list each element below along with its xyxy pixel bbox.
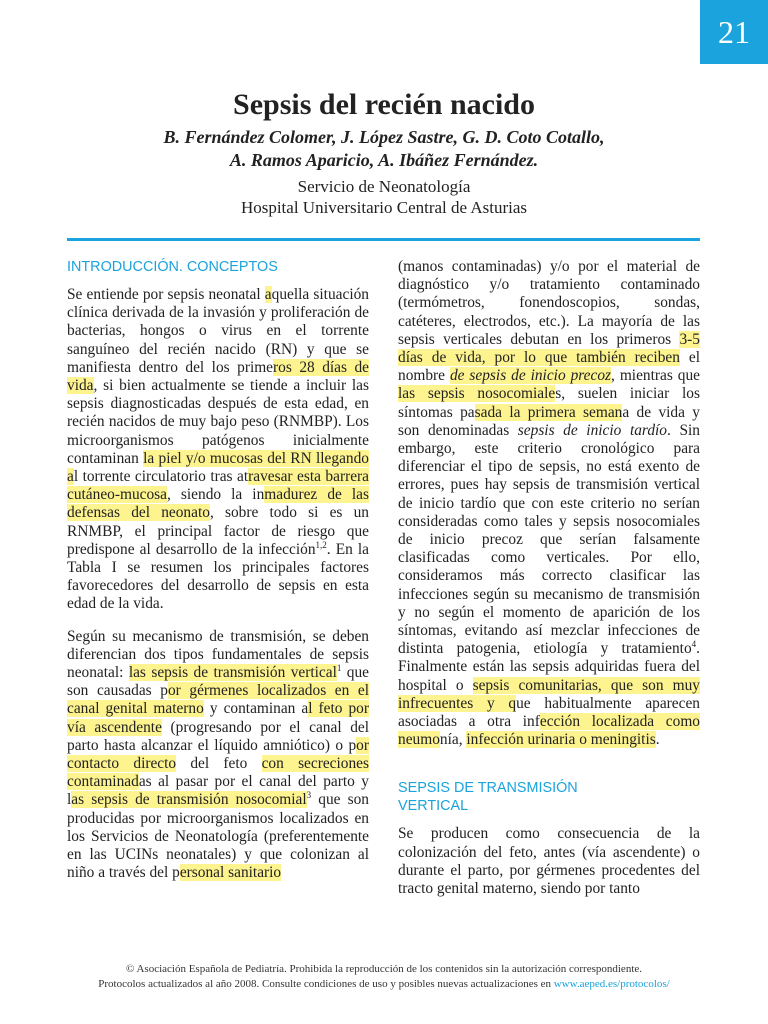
text-span: s, suelen iniciar los síntomas pa — [398, 385, 700, 421]
section-heading-transmision-vertical: SEPSIS DE TRANSMISIÓN VERTICAL — [398, 780, 578, 815]
footer-copyright: © Asociación Española de Pediatría. Prohibida la reproducción de los contenidos sin la autorización correspondiente. — [125, 963, 643, 975]
highlighted-text: de sepsis de inicio precoz — [449, 367, 612, 385]
highlighted-text: las sepsis nosocomiale — [398, 385, 556, 403]
affiliation — [60, 176, 708, 218]
text-span: . Sin embargo, este criterio cronológico para diferenciar el tipo de sepsis, no está exento de errores, pues hay sepsis de transmisión vertical de inicio tardío que con este criterio no serían consideradas como tales y sepsis nosocomiales de inicio precoz que serían falsamente clasificadas como verticales. Por ello, consideramos más correcto clasificar las infecciones según su mecanismo de transmisión y no según el momento de aparición de los síntomas, evitando así mezclar infecciones de distinta patogenia, etiología y tratamiento — [398, 421, 700, 658]
text-span: , sobre todo si es un RNMBP, el principal factor de riesgo que predispone al desarrollo de la infección — [67, 504, 369, 558]
highlighted-text: a — [264, 286, 272, 303]
text-span: que son producidas por microorganismos localizados en los Servicios de Neonatología (preferentemente en las UCINs neonatales) y que colonizan al niño a través del p — [67, 791, 369, 882]
footer-text: Protocolos actualizados al año 2008. Consulte condiciones de uso y posibles nuevas actualizaciones en — [98, 978, 554, 990]
highlighted-text: ección localizada como neumo — [398, 713, 700, 749]
citation-superscript: 3 — [306, 790, 312, 801]
paragraph-2 — [67, 628, 369, 883]
section-heading-introduccion: INTRODUCCIÓN. CONCEPTOS — [67, 259, 278, 275]
text-span: as al pasar por el canal del parto y l — [67, 773, 369, 809]
article-header — [60, 88, 708, 218]
text-span: l torrente circulatorio tras at — [73, 468, 249, 486]
highlighted-text: or contacto directo — [67, 736, 369, 773]
text-span: del feto — [176, 755, 262, 773]
right-column — [398, 258, 700, 912]
authors-line-1: B. Fernández Colomer, J. López Sastre, G. D. Coto Cotallo, — [163, 127, 605, 147]
text-span: , mientras que — [611, 367, 700, 385]
text-span: ue habitualmente aparecen asociadas a otra inf — [398, 694, 700, 731]
highlighted-text: 3-5 días de vida, por lo que también reciben — [398, 330, 700, 367]
left-column — [67, 258, 369, 897]
highlighted-text: sepsis comunitarias, que son muy infrecuentes y q — [398, 676, 700, 712]
affiliation-line-1: Servicio de Neonatología — [297, 177, 471, 196]
text-span: a de vida y son denominadas — [398, 403, 701, 439]
highlighted-text: ravesar esta barrera cutáneo-mucosa — [67, 468, 369, 504]
citation-superscript: 4 — [691, 639, 697, 650]
citation-superscript: 1,2 — [315, 539, 327, 550]
page-footer — [40, 962, 728, 992]
text-span: , si bien actualmente se tiende a incluir las sepsis diagnosticadas después de esta edad, en recién nacidos de muy bajo peso (RNMBP). Los microorganismos patógenos inicialmente contaminan — [67, 377, 369, 467]
highlighted-text: sada la primera seman — [474, 403, 623, 421]
authors-line-2: A. Ramos Aparicio, A. Ibáñez Fernández. — [229, 150, 539, 170]
text-span: . Finalmente están las sepsis adquiridas fuera del hospital o — [398, 640, 700, 694]
highlighted-text: ersonal sanitario — [179, 864, 282, 882]
text-span: y contaminan a — [203, 700, 309, 718]
paragraph-1 — [67, 286, 369, 614]
highlighted-text: ros 28 días de vida — [67, 358, 370, 395]
header-divider — [67, 238, 700, 241]
protocols-link[interactable]: www.aeped.es/protocolos/ — [553, 978, 670, 990]
text-span: , siendo la in — [167, 486, 265, 504]
text-span: Según su mecanismo de transmisión, se deben diferencian dos tipos fundamentales de sepsis neonatal: — [67, 627, 369, 682]
paragraph-4: Se producen como consecuencia de la colonización del feto, antes (vía ascendente) o durante el parto, por gérmenes procedentes del tracto genital materno, siendo por tanto — [398, 825, 700, 898]
text-span: quella situación clínica derivada de la invasión y proliferación de bacterias, hongos o virus en el torrente sanguíneo del recién nacido (RN) y que se manifiesta dentro del los prime — [67, 286, 369, 376]
chapter-number: 21 — [718, 13, 750, 50]
text-span: . — [655, 731, 660, 749]
text-span: Se entiende por sepsis neonatal — [67, 286, 265, 303]
article-title: Sepsis del recién nacido — [233, 88, 535, 121]
affiliation-line-2: Hospital Universitario Central de Asturias — [240, 198, 528, 217]
text-span: (manos contaminadas) y/o por el material de diagnóstico y/o tratamiento contaminado (termómetros, fonendoscopios, sondas, catéteres, electrodos, etc.). La mayoría de las sepsis verticales debutan en los primeros — [398, 258, 700, 348]
text-span: . En la Tabla I se resumen los principales factores favorecedores del desarrollo de sepsis en esta edad de la vida. — [67, 540, 369, 613]
text-span: que son causadas p — [67, 664, 369, 700]
citation-superscript: 1 — [336, 662, 342, 673]
highlighted-text: or gérmenes localizados en el canal genital materno — [67, 682, 370, 718]
highlighted-text: las sepsis de transmisión vertical — [128, 664, 337, 682]
paragraph-3 — [398, 258, 700, 749]
text-span: el nombre — [398, 349, 700, 385]
footer-update-note — [40, 977, 728, 992]
highlighted-text: con secreciones contaminad — [67, 755, 369, 791]
chapter-number-badge — [700, 0, 768, 64]
highlighted-text: l feto por vía ascendente — [67, 700, 370, 736]
text-span: (progresando por el canal del parto hasta alcanzar el líquido amniótico) o p — [67, 718, 369, 754]
highlighted-text: infección urinaria o meningitis — [466, 731, 656, 749]
text-span: nía, — [439, 731, 467, 749]
italic-term: sepsis de inicio tardío — [517, 421, 668, 439]
highlighted-text: madurez de las defensas del neonato — [67, 486, 369, 522]
authors — [60, 126, 708, 172]
highlighted-text: as sepsis de transmisión nosocomial — [71, 791, 307, 809]
highlighted-text: la piel y/o mucosas del RN llegando a — [67, 449, 369, 486]
